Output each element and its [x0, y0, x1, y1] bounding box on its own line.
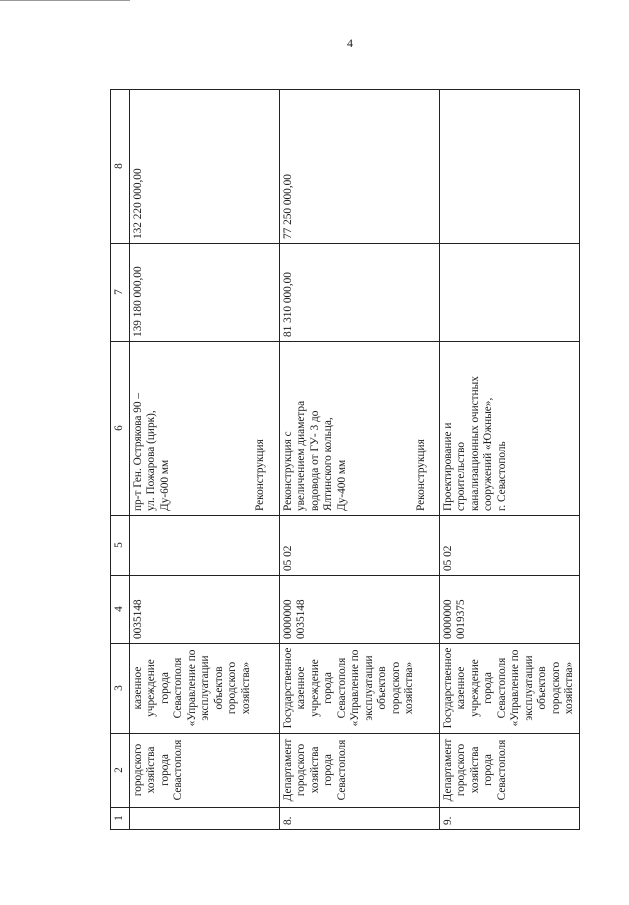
cell-amount-8: [439, 90, 579, 244]
cell-object: пр-т Ген. Острякова 90 – ул. Пожарова (цирк), Ду-600 мм Реконструкция: [129, 342, 279, 516]
header-col-2: 2: [111, 734, 130, 808]
cell-object: Проектирование и строительство канализационных очистных сооружений «Южные», г. Севастополь: [439, 342, 579, 516]
cell-amount-7: [439, 244, 579, 342]
header-col-1: 1: [111, 808, 130, 830]
header-col-3: 3: [111, 644, 130, 734]
cell-code: 0000000 0035148: [279, 576, 439, 644]
header-col-7: 7: [111, 244, 130, 342]
cell-institution: Государственное казенное учреждение города Севастополя «Управление по эксплуатации объектов городского хозяйства»: [279, 644, 439, 734]
cell-code: 0035148: [129, 576, 279, 644]
corner-mark: [0, 0, 130, 1]
cell-institution: Государственное казенное учреждение города Севастополя «Управление по эксплуатации объектов городского хозяйства»: [439, 644, 579, 734]
table-container: [110, 90, 576, 830]
cell-num: 9.: [439, 808, 579, 830]
cell-amount-7: 139 180 000,00: [129, 244, 279, 342]
cell-section: 05 02: [279, 516, 439, 576]
header-col-5: 5: [111, 516, 130, 576]
rotated-table-area: [110, 90, 576, 830]
cell-institution: казенное учреждение города Севастополя «Управление по эксплуатации объектов городского хозяйства»: [129, 644, 279, 734]
cell-amount-8: 132 220 000,00: [129, 90, 279, 244]
cell-owner: городского хозяйства города Севастополя: [129, 734, 279, 808]
cell-code: 0000000 0019375: [439, 576, 579, 644]
cell-amount-7: 81 310 000,00: [279, 244, 439, 342]
cell-section: [129, 516, 279, 576]
table-row-8: [279, 90, 439, 830]
header-col-4: 4: [111, 576, 130, 644]
cell-section: 05 02: [439, 516, 579, 576]
cell-owner: Департамент городского хозяйства города Севастополя: [439, 734, 579, 808]
header-col-6: 6: [111, 342, 130, 516]
table-row-9: [439, 90, 579, 830]
cell-object: Реконструкция с увеличением диаметра водовода от ГУ- 3 до Ялтинского кольца, Ду-400 мм Реконструкция: [279, 342, 439, 516]
cell-owner: Департамент городского хозяйства города Севастополя: [279, 734, 439, 808]
cell-amount-8: 77 250 000,00: [279, 90, 439, 244]
cell-num: 8.: [279, 808, 439, 830]
cell-num: [129, 808, 279, 830]
table-header-row: [111, 90, 130, 830]
investment-table: [110, 89, 580, 830]
table-row-continuation: [129, 90, 279, 830]
header-col-8: 8: [111, 90, 130, 244]
page-number: 4: [347, 36, 353, 50]
